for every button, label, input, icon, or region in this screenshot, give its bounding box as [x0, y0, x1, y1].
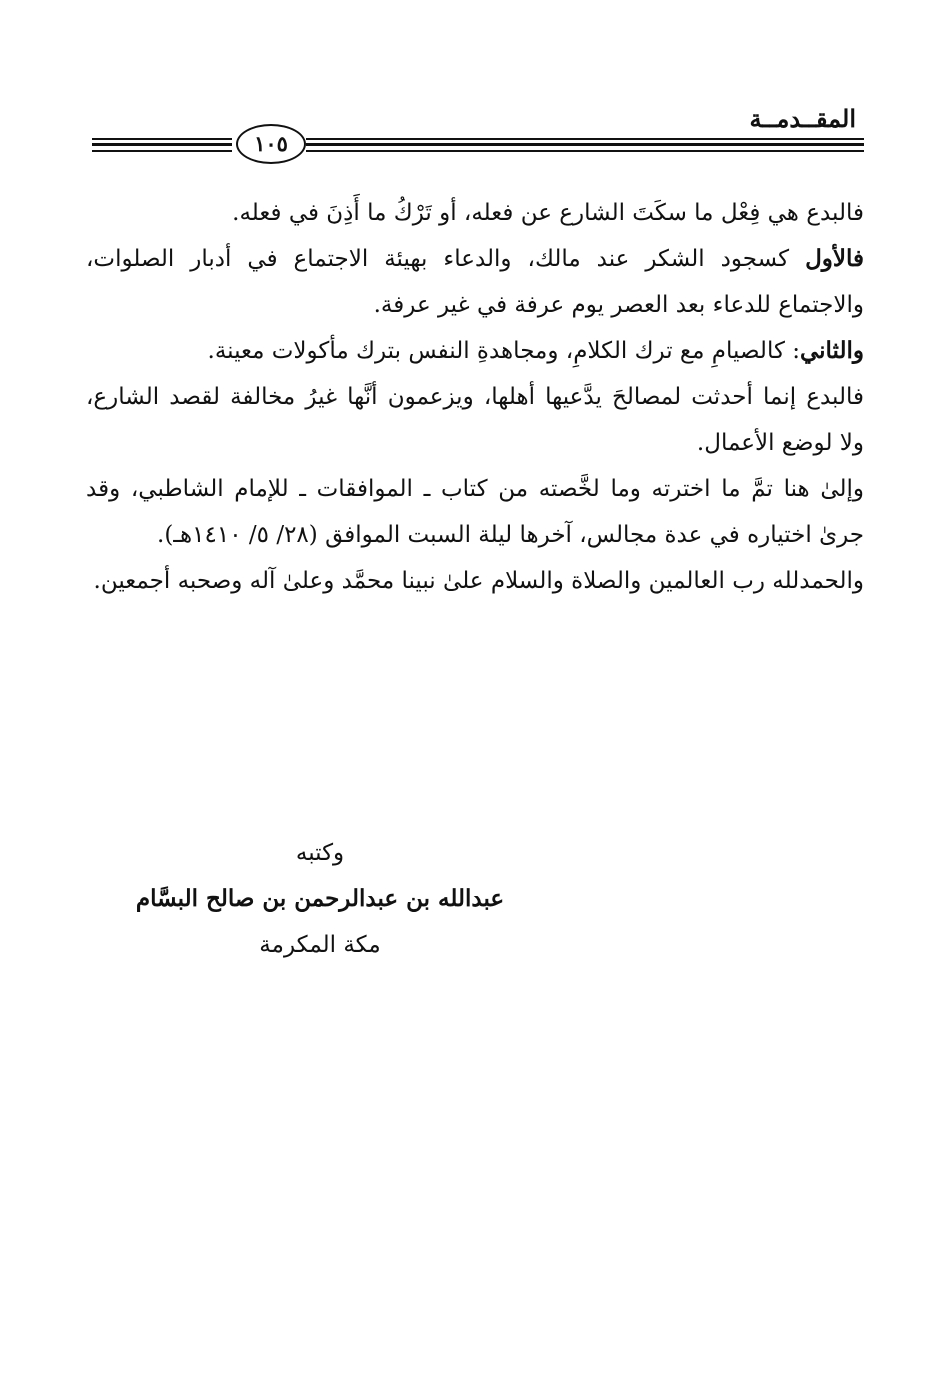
signature-written-by: وكتبه [295, 840, 345, 866]
paragraph-3-lead: والثاني [799, 337, 864, 364]
paragraph-6: والحمدلله رب العالمين والصلاة والسلام علىٰ نبينا محمَّد وعلىٰ آله وصحبه أجمعين. [93, 568, 864, 594]
paragraph-1: فالبدع هي فِعْل ما سكَتَ الشارع عن فعله، أو تَرْكُ ما أَذِنَ في فعله. [232, 200, 864, 226]
signature-block [110, 830, 530, 968]
signature-place: مكة المكرمة [259, 932, 381, 958]
paragraph-2-text: كسجود الشكر عند مالك، والدعاء بهيئة الاجتماع في أدبار الصلوات، والاجتماع للدعاء بعد العصر يوم عرفة في غير عرفة. [86, 246, 864, 318]
signature-author-name: عبدالله بن عبدالرحمن بن صالح البسَّام [135, 885, 505, 912]
header-rule-left [92, 138, 232, 152]
page-header [88, 100, 866, 160]
header-rule-right [306, 138, 864, 152]
paragraph-3 [86, 328, 864, 374]
paragraph-2 [86, 236, 864, 328]
page-number: ١٠٥ [236, 124, 306, 164]
body-text [86, 190, 864, 604]
paragraph-5: وإلىٰ هنا تمَّ ما اخترته وما لخَّصته من كتاب ـ الموافقات ـ للإمام الشاطبي، وقد جرىٰ اختياره في عدة مجالس، آخرها ليلة السبت الموافق (٢٨/ ٥/ ١٤١٠هـ). [86, 476, 864, 548]
running-title: المقــدمــة [749, 104, 856, 133]
paragraph-2-lead: فالأول [805, 245, 864, 272]
paragraph-3-text: : كالصيامِ مع ترك الكلامِ، ومجاهدةِ النفس بترك مأكولات معينة. [207, 338, 800, 364]
paragraph-4: فالبدع إنما أحدثت لمصالحَ يدَّعيها أهلها، ويزعمون أنَّها غيرُ مخالفة لقصد الشارع، ولا لوضع الأعمال. [86, 384, 864, 456]
